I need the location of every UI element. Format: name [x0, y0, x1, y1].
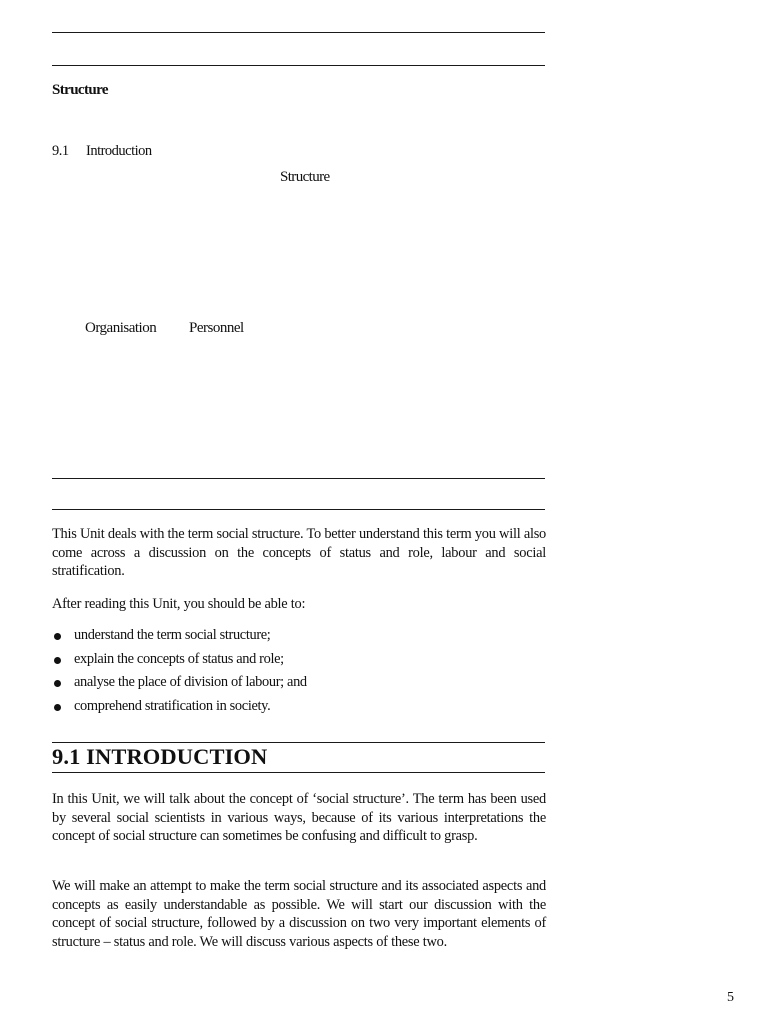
section-top-rule: [52, 742, 545, 743]
objectives-paragraph: This Unit deals with the term social structure. To better understand this term you will also come across a discussion on the concepts of status and role, labour and social stratification.: [52, 526, 546, 580]
contents-item-number: 9.1: [52, 143, 69, 159]
list-item: [52, 651, 307, 675]
objective-text: comprehend stratification in society.: [74, 697, 271, 714]
floating-label-personnel: Personnel: [189, 320, 244, 336]
objectives-rule: [52, 509, 545, 510]
contents-item-label: Introduction: [86, 143, 152, 159]
introduction-paragraph-2: We will make an attempt to make the term social structure and its associated aspects and concepts as easily understandable as possible. We will start our discussion with the concept of social structure, followed by a discussion on two very important elements of structure – status and role. We will discuss various aspects of these two.: [52, 878, 546, 950]
bullet-icon: [54, 657, 61, 664]
bullet-icon: [54, 704, 61, 711]
objectives-lead-in: After reading this Unit, you should be able to:: [52, 596, 306, 612]
introduction-paragraph-1: In this Unit, we will talk about the concept of ‘social structure’. The term has been used by several social scientists in various ways, because of its various interpretations the concept of social structure can sometimes be confusing and difficult to grasp.: [52, 791, 546, 845]
list-item: [52, 698, 307, 722]
bullet-icon: [54, 680, 61, 687]
floating-label-organisation: Organisation: [85, 320, 157, 336]
page-number: 5: [727, 990, 734, 1005]
objectives-list: [52, 627, 307, 721]
objectives-top-rule: [52, 478, 545, 479]
list-item: [52, 627, 307, 651]
unit-title: Structure: [52, 82, 108, 98]
section-heading: 9.1 INTRODUCTION: [52, 744, 268, 769]
objective-text: explain the concepts of status and role;: [74, 650, 284, 667]
section-bottom-rule: [52, 772, 545, 773]
contents-item: [52, 143, 152, 160]
top-rule: [52, 32, 545, 33]
bullet-icon: [54, 633, 61, 640]
list-item: [52, 674, 307, 698]
header-rule: [52, 65, 545, 66]
objective-text: analyse the place of division of labour; and: [74, 674, 307, 690]
floating-label-structure: Structure: [280, 169, 330, 185]
objective-text: understand the term social structure;: [74, 627, 271, 643]
